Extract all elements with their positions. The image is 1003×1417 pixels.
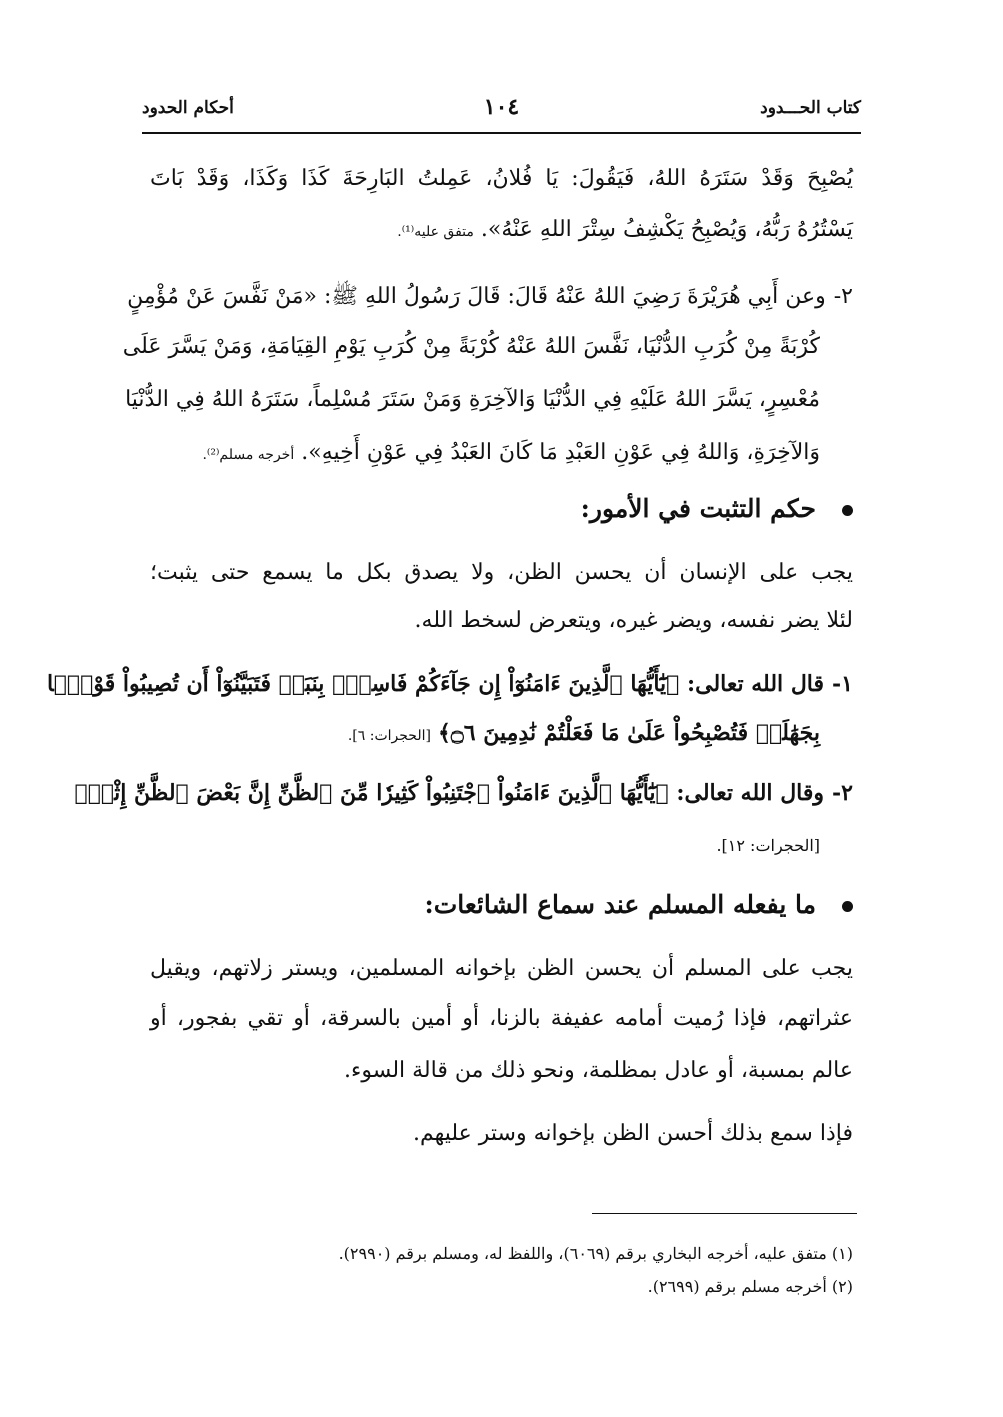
page-number: ١٠٤ (483, 94, 520, 120)
footnote-2: (٢) أخرجه مسلم برقم (٢٦٩٩). (647, 1277, 853, 1296)
section2-paragraph-line-2: عثراتهم، فإذا رُميت أمامه عفيفة بالزنا، أو أمين بالسرقة، أو تقي بفجور، أو (150, 1006, 853, 1031)
verse2-reference: [الحجرات: ١٢]. (716, 836, 820, 855)
section-heading-text: ما يفعله المسلم عند سماع الشائعات: (424, 890, 816, 919)
footnote-rule (592, 1213, 857, 1214)
section2-paragraph-line-3: عالم بمسبة، أو عادل بمظلمة، ونحو ذلك من قالة السوء. (344, 1058, 853, 1083)
section-heading-verification (581, 494, 853, 523)
book-title: كتاب الحـــدود (760, 98, 861, 118)
hadith2-text-4: وَالآخِرَةِ، وَاللهُ فِي عَوْنِ العَبْدِ مَا كَانَ العَبْدُ فِي عَوْنِ أَخِيهِ». (301, 440, 820, 465)
footnote-1: (١) متفق عليه، أخرجه البخاري برقم (٦٠٦٩)، واللفظ له، ومسلم برقم (٢٩٩٠). (338, 1244, 853, 1263)
section-heading-text: حكم التثبت في الأمور: (580, 494, 816, 523)
running-header (142, 92, 861, 132)
verse1-line-2 (150, 716, 820, 753)
section2-paragraph-line-1: يجب على المسلم أن يحسن الظن بإخوانه المسلمين، ويستر زلاتهم، ويقيل (150, 956, 853, 981)
hadith-continuation-line-1: يُصْبِحَ وَقَدْ سَتَرَهُ اللهُ، فَيَقُولَ: يَا فُلانُ، عَمِلتُ البَارِحَةَ كَذَا وَكَذَا، وَقَدْ بَاتَ (150, 166, 853, 191)
hadith2-line-2: كُرْبَةً مِنْ كُرَبِ الدُّنْيَا، نَفَّسَ اللهُ عَنْهُ كُرْبَةً مِنْ كُرَبِ يَوْمِ القِيَامَةِ، وَمَنْ يَسَّرَ عَلَى (122, 334, 820, 359)
chapter-title: أحكام الحدود (142, 98, 234, 118)
bullet-icon (842, 505, 853, 516)
hadith-text: يَسْتُرُهُ رَبُّهُ، وَيُصْبِحُ يَكْشِفُ سِتْرَ اللهِ عَنْهُ». (480, 217, 853, 242)
hadith2-line-1 (127, 280, 853, 314)
hadith-continuation-line-2 (150, 213, 853, 249)
verse1-reference: [الحجرات: ٦]. (347, 728, 431, 744)
hadith2-text-1: وعن أَبِي هُرَيْرَةَ رَضِيَ اللهُ عَنْهُ قَالَ: قَالَ رَسُولُ اللهِ ﷺ: «مَنْ نَفَّسَ عَنْ مُؤْمِنٍ (127, 284, 826, 309)
hadith2-line-4 (150, 436, 820, 472)
verse1-text-1: قال الله تعالى: ﴿يَٰٓأَيُّهَا ٱلَّذِينَ ءَامَنُوٓاْ إِن جَآءَكُمْ فَاسِقُۢ بِنَبَإٖ فَتَبَيَّنُوٓاْ أَن تُصِيبُواْ قَوْمَۢا (47, 671, 825, 697)
item-number: ١- (832, 671, 853, 697)
verse1-line-1 (47, 667, 853, 701)
verse1-text-2: بِجَهَٰلَةٖ فَتُصْبِحُواْ عَلَىٰ مَا فَعَلْتُمْ نَٰدِمِينَ ۝٦﴾ (437, 720, 820, 746)
verse2-line-1 (74, 776, 853, 810)
item-number: ٢- (833, 284, 853, 309)
verse2-text: وقال الله تعالى: ﴿يَٰٓأَيُّهَا ٱلَّذِينَ ءَامَنُواْ ٱجْتَنِبُواْ كَثِيرٗا مِّنَ ٱلظَّنِّ إِنَّ بَعْضَ ٱلظَّنِّ إِثْمٞ﴾ (74, 780, 825, 806)
hadith2-reference: أخرجه مسلم⁽²⁾. (202, 447, 295, 463)
section-heading-rumors (424, 890, 853, 919)
hadith-reference: متفق عليه⁽¹⁾. (397, 224, 474, 240)
item-number: ٢- (832, 780, 853, 806)
section2-paragraph-2: فإذا سمع بذلك أحسن الظن بإخوانه وستر عليهم. (412, 1121, 853, 1146)
section1-paragraph-line-2: لئلا يضر نفسه، ويضر غيره، ويتعرض لسخط الله. (414, 608, 853, 633)
hadith2-line-3: مُعْسِرٍ، يَسَّرَ اللهُ عَلَيْهِ فِي الدُّنْيَا وَالآخِرَةِ وَمَنْ سَتَرَ مُسْلِماً، سَتَرَهُ اللهُ فِي الدُّنْيَا (125, 387, 820, 412)
bullet-icon (842, 901, 853, 912)
section1-paragraph-line-1: يجب على الإنسان أن يحسن الظن، ولا يصدق بكل ما يسمع حتى يثبت؛ (150, 560, 853, 585)
header-rule (142, 132, 861, 134)
